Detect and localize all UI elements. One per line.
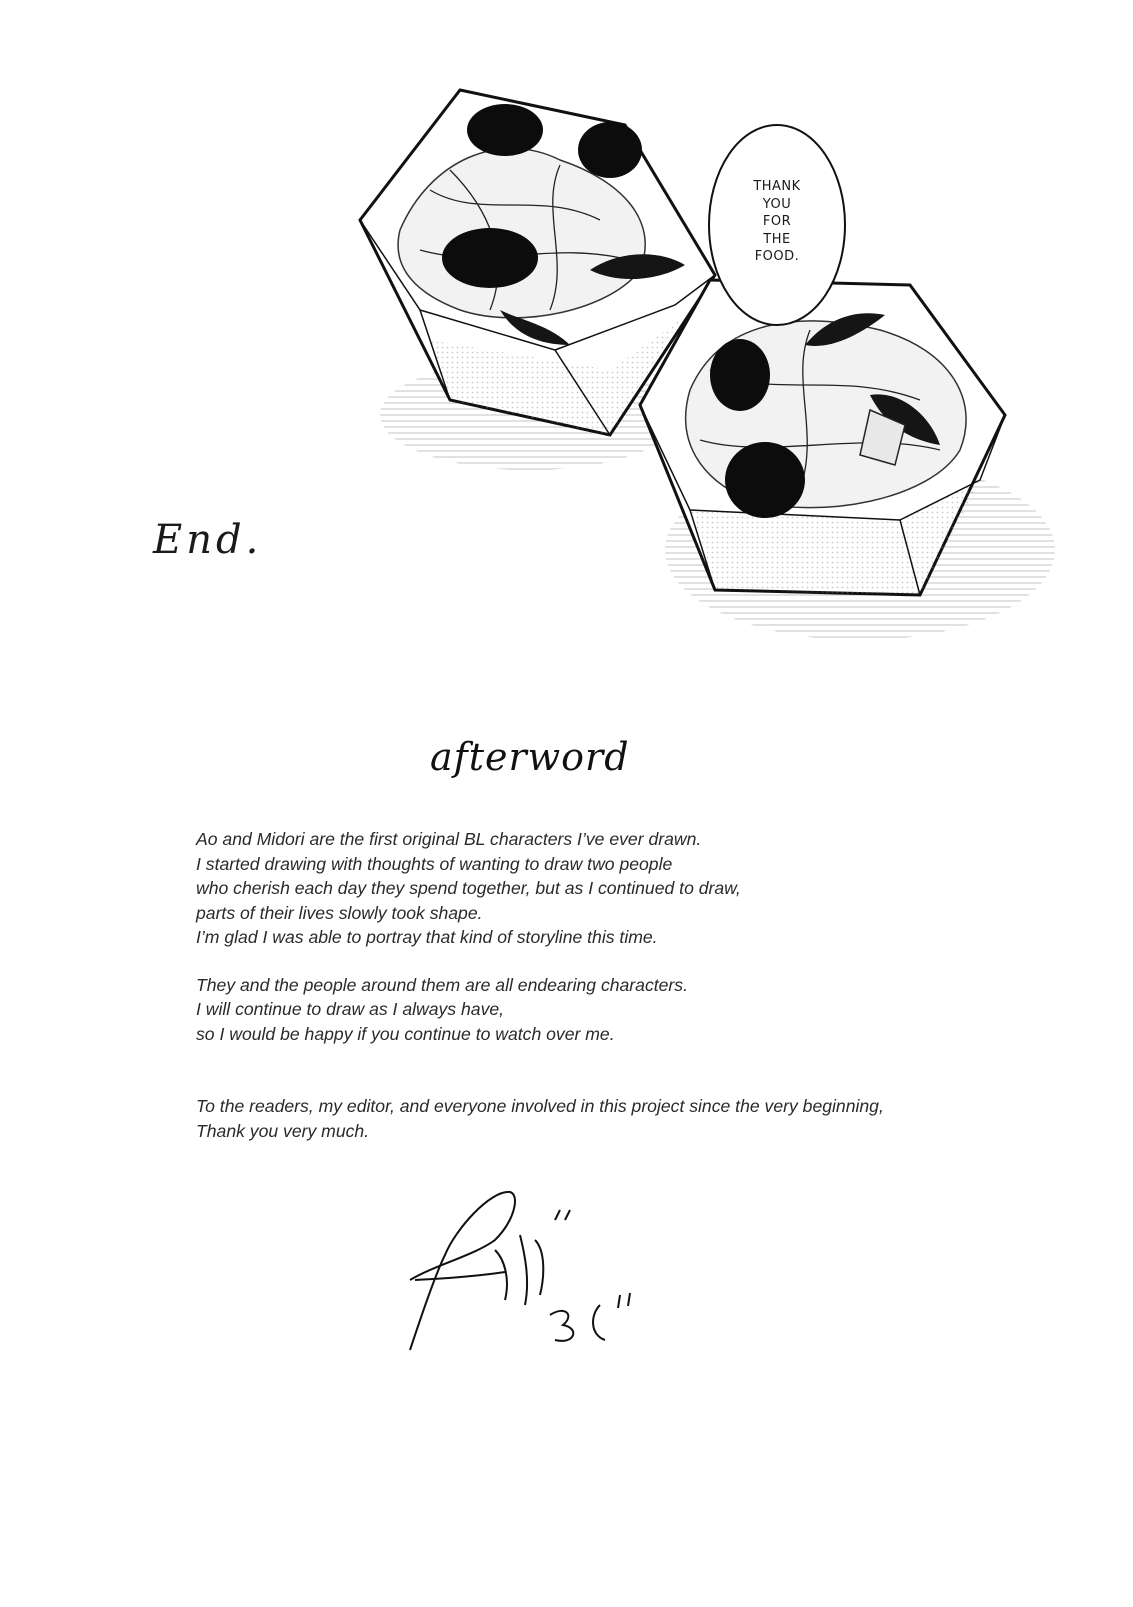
- afterword-heading: [420, 705, 670, 795]
- speech-bubble-text: THANK YOU FOR THE FOOD.: [753, 179, 801, 264]
- afterword-heading-text: afterword: [430, 735, 630, 779]
- author-signature: [395, 1180, 665, 1360]
- afterword-body: [196, 827, 1076, 1143]
- end-mark-text: End.: [153, 517, 263, 563]
- afterword-line: I’m glad I was able to portray that kind of storyline this time.: [196, 927, 658, 947]
- afterword-line: They and the people around them are all endearing characters.: [196, 974, 688, 995]
- afterword-line: so I would be happy if you continue to watch over me.: [196, 1023, 615, 1044]
- afterword-line: I will continue to draw as I always have,: [196, 999, 505, 1019]
- afterword-line: Ao and Midori are the first original BL characters I’ve ever drawn.: [196, 829, 702, 849]
- end-mark: [148, 508, 308, 578]
- afterword-line: parts of their lives slowly took shape.: [196, 902, 483, 923]
- afterword-line: Thank you very much.: [196, 1120, 370, 1141]
- afterword-line: I started drawing with thoughts of wanting to draw two people: [196, 853, 673, 874]
- afterword-line: To the readers, my editor, and everyone involved in this project since the very beginning,: [196, 1096, 884, 1116]
- afterword-line: who cherish each day they spend together, but as I continued to draw,: [196, 878, 741, 898]
